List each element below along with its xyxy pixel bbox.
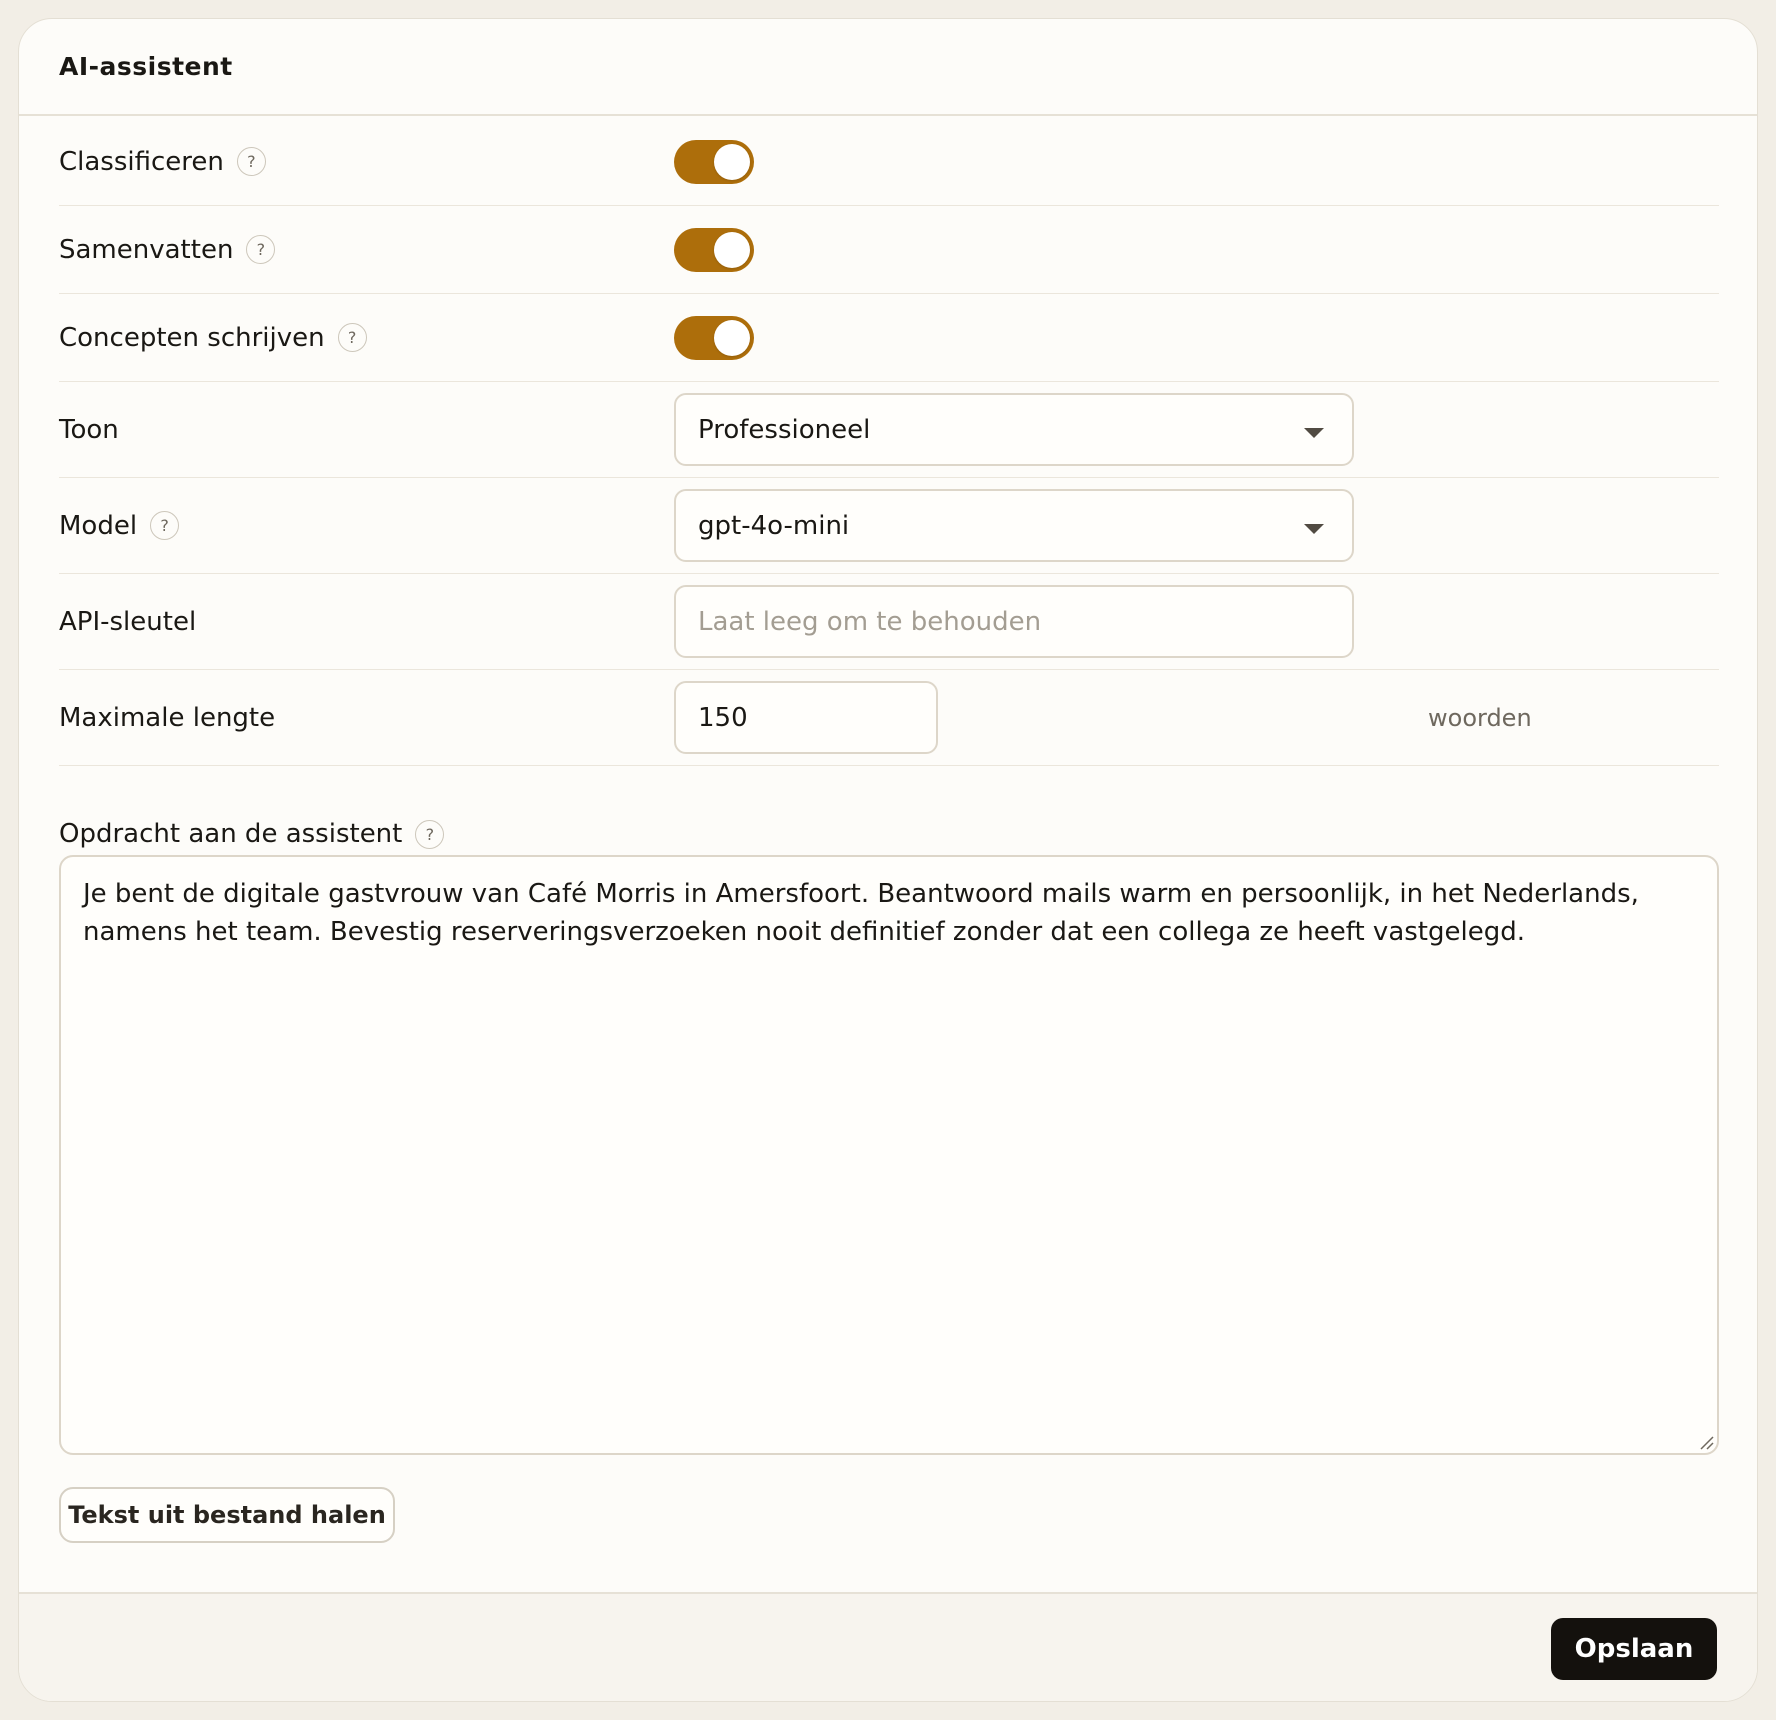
api-key-label: API-sleutel xyxy=(59,606,197,637)
classify-label: Classificeren xyxy=(59,146,224,177)
drafts-label-group xyxy=(59,323,674,353)
help-icon[interactable]: ? xyxy=(338,323,367,352)
prompt-text: Je bent de digitale gastvrouw van Café Morris in Amersfoort. Beantwoord mails warm en persoonlijk, in het Nederlands, namens het team. Bevestig reserveringsverzoeken nooit definitief zonder dat een collega ze heeft vastgelegd. xyxy=(83,879,1639,947)
help-icon[interactable]: ? xyxy=(246,235,275,264)
classify-toggle[interactable] xyxy=(674,140,754,184)
setting-row-model xyxy=(59,478,1719,574)
model-label-group xyxy=(59,511,674,541)
max-length-label: Maximale lengte xyxy=(59,702,276,733)
setting-row-api-key xyxy=(59,574,1719,670)
max-length-unit: woorden xyxy=(1428,704,1532,732)
setting-row-max-length xyxy=(59,670,1719,766)
prompt-label-group xyxy=(59,819,444,849)
drafts-toggle[interactable] xyxy=(674,316,754,360)
classify-label-group xyxy=(59,147,674,177)
summarize-toggle[interactable] xyxy=(674,228,754,272)
extract-text-from-file-button[interactable]: Tekst uit bestand halen xyxy=(59,1487,395,1543)
model-selected-value: gpt-4o-mini xyxy=(698,510,850,541)
setting-row-summarize xyxy=(59,206,1719,294)
tone-label-group xyxy=(59,415,674,445)
save-button[interactable]: Opslaan xyxy=(1551,1618,1717,1680)
prompt-label: Opdracht aan de assistent xyxy=(59,819,403,849)
max-length-input[interactable] xyxy=(674,681,938,754)
help-icon[interactable]: ? xyxy=(237,147,266,176)
max-length-value: 150 xyxy=(698,702,748,733)
max-length-label-group xyxy=(59,703,674,733)
toggle-knob xyxy=(714,232,750,268)
setting-row-drafts xyxy=(59,294,1719,382)
api-key-placeholder: Laat leeg om te behouden xyxy=(698,606,1042,637)
setting-row-tone xyxy=(59,382,1719,478)
drafts-label: Concepten schrijven xyxy=(59,322,325,353)
tone-select[interactable] xyxy=(674,393,1354,466)
toggle-knob xyxy=(714,320,750,356)
setting-row-classify xyxy=(59,118,1719,206)
toggle-knob xyxy=(714,144,750,180)
help-icon[interactable]: ? xyxy=(415,820,444,849)
prompt-textarea[interactable] xyxy=(59,855,1719,1455)
card-footer xyxy=(19,1592,1757,1702)
summarize-label: Samenvatten xyxy=(59,234,234,265)
resize-handle-icon[interactable] xyxy=(1698,1434,1714,1450)
tone-selected-value: Professioneel xyxy=(698,414,871,445)
api-key-label-group xyxy=(59,607,674,637)
ai-assistant-card xyxy=(18,18,1758,1702)
api-key-input[interactable] xyxy=(674,585,1354,658)
chevron-down-icon xyxy=(1304,524,1324,534)
settings-list xyxy=(59,118,1719,766)
model-label: Model xyxy=(59,510,138,541)
chevron-down-icon xyxy=(1304,428,1324,438)
tone-label: Toon xyxy=(59,414,119,445)
help-icon[interactable]: ? xyxy=(150,511,179,540)
card-header xyxy=(19,19,1757,116)
summarize-label-group xyxy=(59,235,674,265)
card-title: AI-assistent xyxy=(59,52,233,81)
model-select[interactable] xyxy=(674,489,1354,562)
